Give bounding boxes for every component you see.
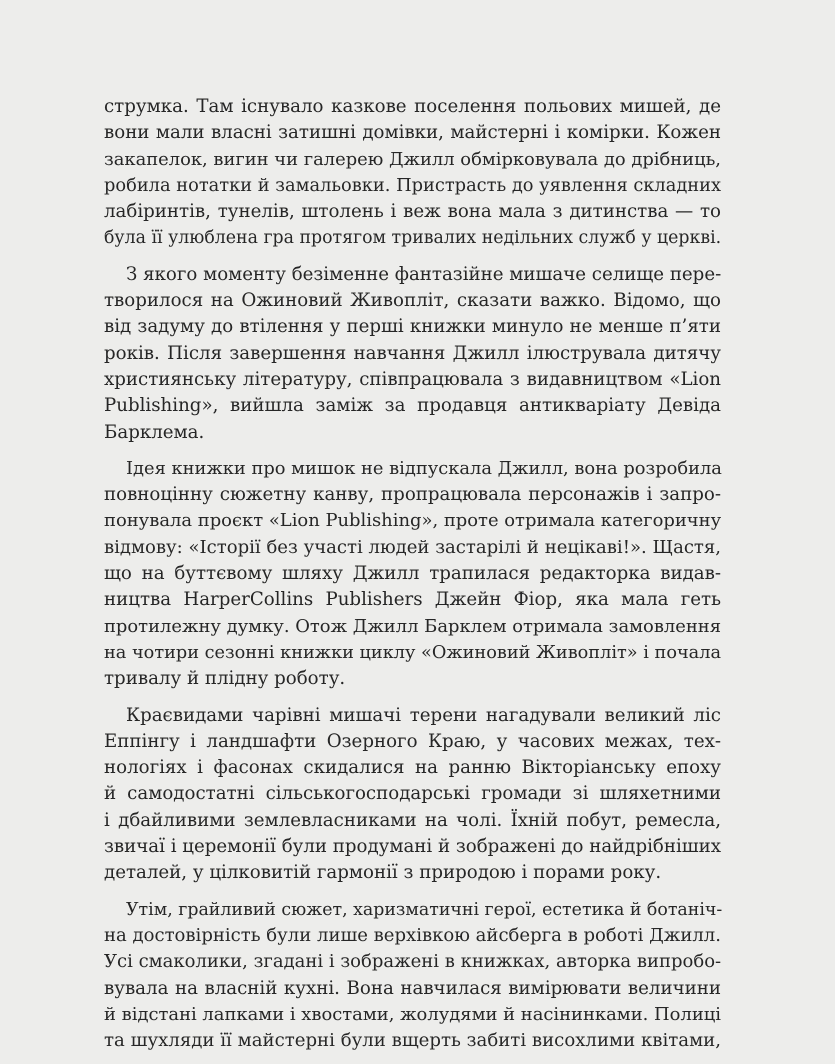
- text-line: і дбайливими землевласниками на чолі. Їхній побут, ремесла,: [104, 809, 721, 831]
- text-line: християнську літературу, співпрацювала з видавництвом «Lion: [104, 368, 721, 390]
- text-line: нологіях і фасонах скидалися на ранню Вікторіанську епоху: [104, 757, 721, 779]
- text-line: на чотири сезонні книжки циклу «Ожиновий Живопліт» і почала: [104, 642, 721, 663]
- paragraph-5: [104, 897, 721, 1055]
- text-line: Ідея книжки про мишок не відпускала Джилл, вона розробила: [126, 457, 722, 479]
- text-line: творилося на Ожиновий Живопліт, сказати важко. Відомо, що: [104, 290, 721, 312]
- paragraph-2: [104, 262, 721, 446]
- text-line: років. Після завершення навчання Джилл ілюструвала дитячу: [104, 342, 721, 364]
- paragraph-4: [104, 703, 721, 887]
- text-line: вони мали власні затишні домівки, майстерні і комірки. Кожен: [104, 122, 721, 144]
- text-line: ництва HarperCollins Publishers Джейн Фіор, яка мала геть: [104, 589, 721, 611]
- text-line: Утім, грайливий сюжет, харизматичні герої, естетика й ботаніч-: [126, 899, 723, 920]
- text-line: закапелок, вигин чи галерею Джилл обмірковувала до дрібниць,: [104, 148, 721, 170]
- text-line: повноцінну сюжетну канву, пропрацювала персонажів і запро-: [104, 484, 721, 506]
- text-line: деталей, у цілковитій гармонії з природою і порами року.: [104, 862, 662, 884]
- text-line: Еппінгу і ландшафти Озерного Краю, у часових межах, тех-: [104, 730, 721, 752]
- text-line: тривалу й плідну роботу.: [104, 668, 346, 690]
- text-line: З якого моменту безіменне фантазійне мишаче селище пере-: [126, 263, 722, 285]
- text-line: й самодостатні сільськогосподарські громади зі шляхетними: [104, 783, 721, 805]
- text-line: звичаї і церемонії були продумані й зображені до найдрібніших: [104, 836, 722, 858]
- paragraph-1: [104, 94, 721, 252]
- body-text: [104, 94, 721, 1064]
- text-line: протилежну думку. Отож Джилл Барклем отримала замовлення: [104, 615, 722, 637]
- text-line: вувала на власній кухні. Вона навчилася вимірювати величини: [104, 977, 721, 999]
- text-line: на достовірність були лише верхівкою айсберга в роботі Джилл.: [104, 924, 721, 946]
- paragraph-3: [104, 456, 721, 693]
- text-line: лабіринтів, тунелів, штолень і веж вона мала з дитинства — то: [104, 201, 721, 223]
- text-line: від задуму до втілення у перші книжки минуло не менше п’яти: [104, 316, 721, 338]
- text-line: Барклема.: [104, 421, 205, 443]
- text-line: Краєвидами чарівні мишачі терени нагадували великий ліс: [126, 704, 721, 726]
- text-line: що на буттєвому шляху Джилл трапилася редакторка видав-: [104, 563, 721, 585]
- text-line: Publishing», вийшла заміж за продавця антикваріату Девіда: [104, 395, 721, 417]
- text-line: понувала проєкт «Lion Publishing», проте отримала категоричну: [104, 510, 722, 532]
- text-line: струмка. Там існувало казкове поселення польових мишей, де: [104, 96, 721, 117]
- text-line: й відстані лапками і хвостами, жолудями й насінинками. Полиці: [104, 1003, 721, 1025]
- text-line: Усі смаколики, згадані і зображені в книжках, авторка випробо-: [104, 951, 722, 973]
- text-line: була її улюблена гра протягом тривалих недільних служб у церкві.: [104, 228, 722, 249]
- text-line: робила нотатки й замальовки. Пристрасть до уявлення складних: [104, 174, 722, 196]
- text-line: відмову: «Історії без участі людей застарілі й нецікаві!». Щастя,: [104, 536, 721, 558]
- text-line: та шухляди її майстерні були вщерть забиті висохлими квітами,: [104, 1030, 721, 1052]
